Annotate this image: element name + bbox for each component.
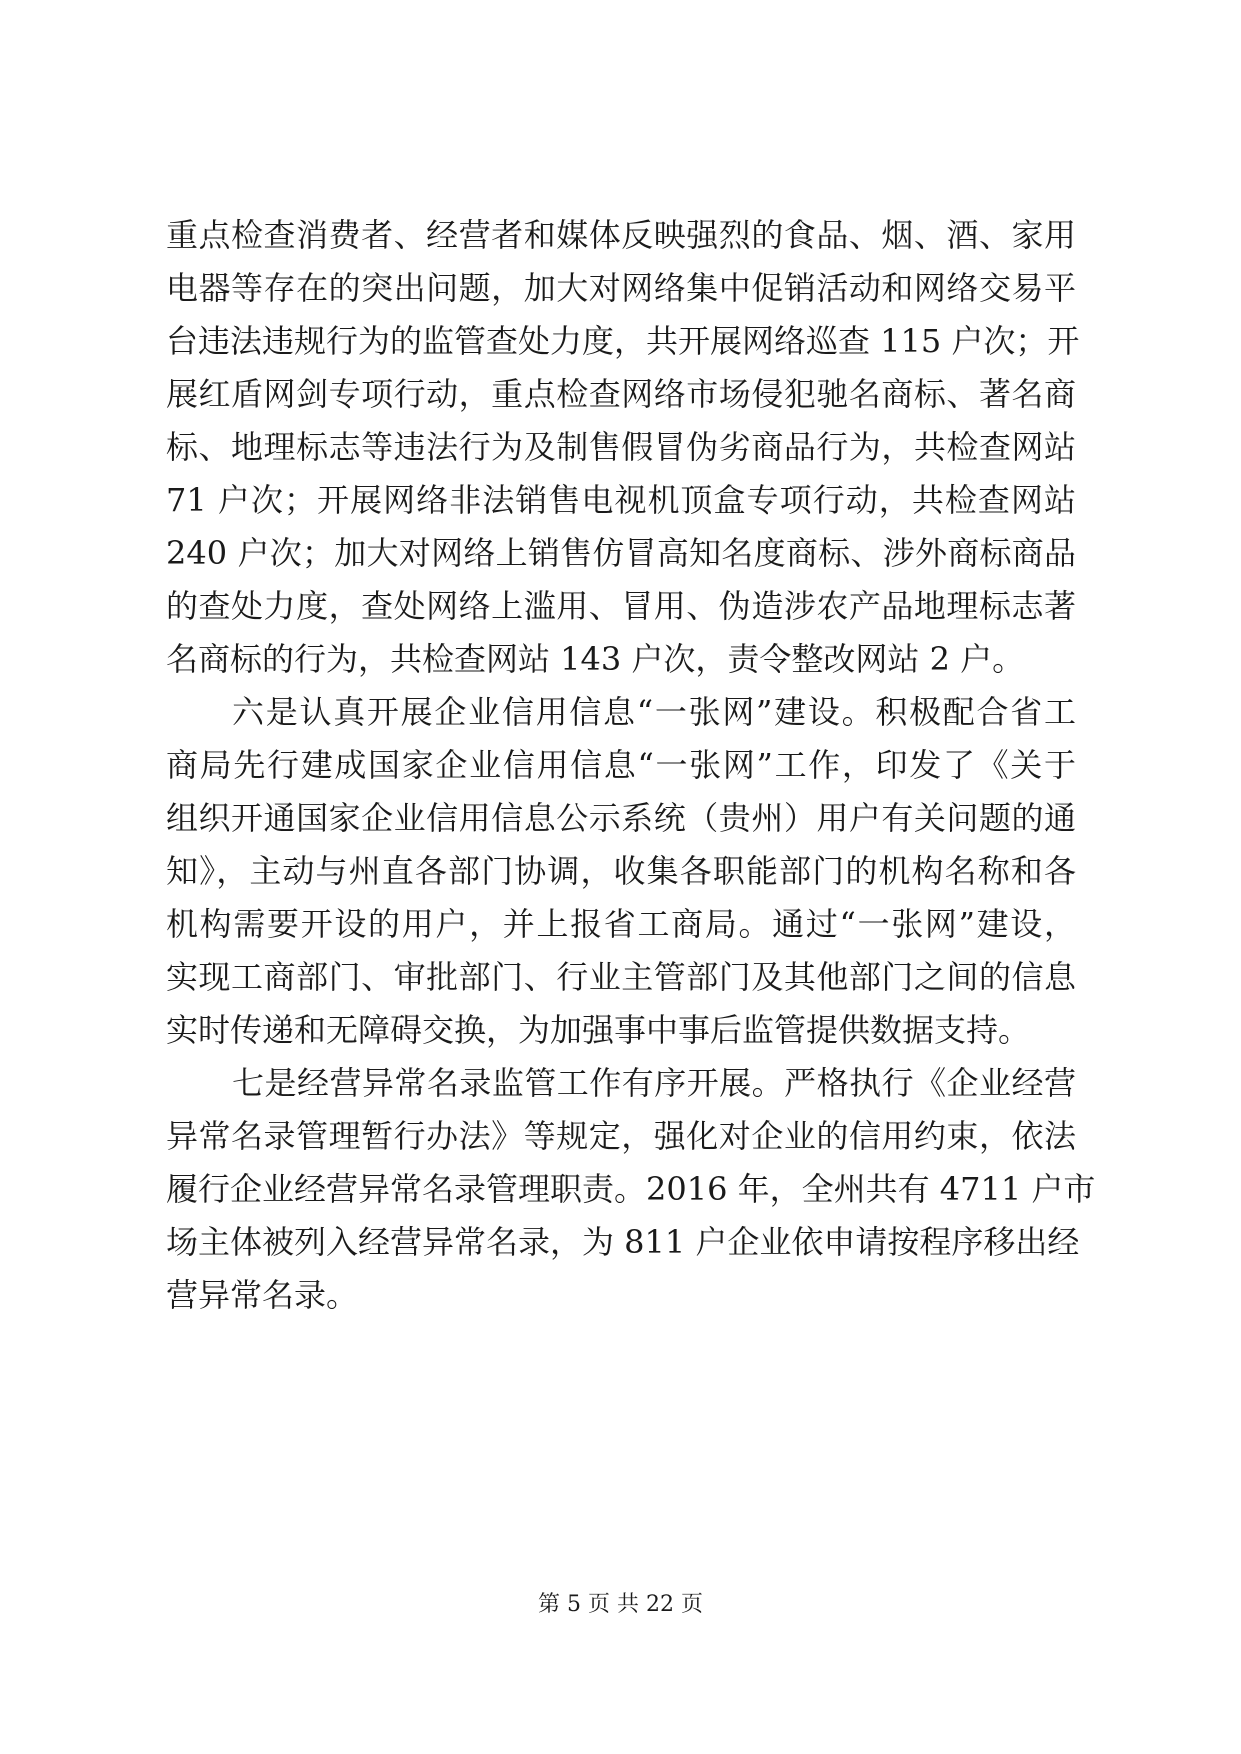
text-line: 实现工商部门、审批部门、行业主管部门及其他部门之间的信息 — [166, 958, 1076, 996]
text-line: 实时传递和无障碍交换，为加强事中事后监管提供数据支持。 — [166, 1011, 1031, 1049]
text-line: 营异常名录。 — [166, 1276, 359, 1314]
text-line: 台违法违规行为的监管查处力度，共开展网络巡查 115 户次；开 — [166, 322, 1080, 360]
text-line: 名商标的行为，共检查网站 143 户次，责令整改网站 2 户。 — [166, 640, 1025, 678]
text-line: 场主体被列入经营异常名录，为 811 户企业依申请按程序移出经 — [166, 1223, 1080, 1261]
text-line: 电器等存在的突出问题，加大对网络集中促销活动和网络交易平 — [166, 269, 1076, 307]
text-line: 机构需要开设的用户，并上报省工商局。通过“一张网”建设， — [166, 905, 1076, 943]
text-line: 异常名录管理暂行办法》等规定，强化对企业的信用约束，依法 — [166, 1117, 1076, 1155]
text-line: 的查处力度，查处网络上滥用、冒用、伪造涉农产品地理标志著 — [166, 587, 1076, 625]
page-number-footer: 第 5 页 共 22 页 — [538, 1592, 703, 1617]
text-line: 六是认真开展企业信用信息“一张网”建设。积极配合省工 — [232, 693, 1076, 731]
text-line: 组织开通国家企业信用信息公示系统（贵州）用户有关问题的通 — [166, 799, 1076, 837]
text-line: 展红盾网剑专项行动，重点检查网络市场侵犯驰名商标、著名商 — [166, 375, 1076, 413]
text-line: 履行企业经营异常名录管理职责。2016 年，全州共有 4711 户市 — [166, 1170, 1096, 1208]
text-line: 标、地理标志等违法行为及制售假冒伪劣商品行为，共检查网站 — [166, 428, 1076, 466]
text-line: 知》，主动与州直各部门协调，收集各职能部门的机构名称和各 — [166, 852, 1076, 890]
text-line: 商局先行建成国家企业信用信息“一张网”工作，印发了《关于 — [166, 746, 1076, 784]
text-line: 七是经营异常名录监管工作有序开展。严格执行《企业经营 — [232, 1064, 1076, 1102]
text-line: 71 户次；开展网络非法销售电视机顶盒专项行动，共检查网站 — [166, 481, 1076, 519]
text-line: 240 户次；加大对网络上销售仿冒高知名度商标、涉外商标商品 — [166, 534, 1076, 572]
text-line: 重点检查消费者、经营者和媒体反映强烈的食品、烟、酒、家用 — [166, 216, 1076, 254]
